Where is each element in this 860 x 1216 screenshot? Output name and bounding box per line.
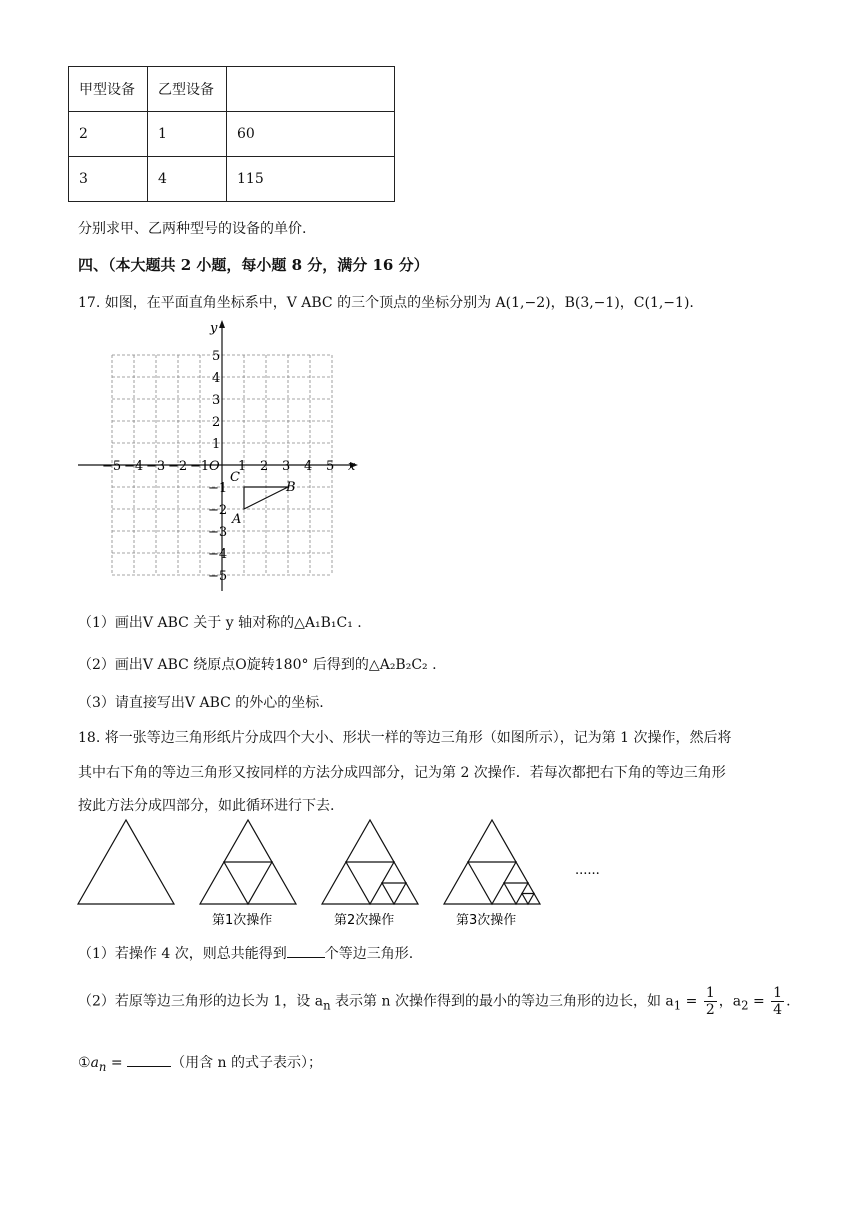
circled-one: ① [78, 1055, 91, 1071]
fraction-one-quarter [771, 985, 784, 1018]
equals-sign: = [748, 993, 770, 1010]
subscript-n: n [98, 1059, 107, 1074]
table-row [69, 67, 395, 112]
q16-tail-text: 分别求甲、乙两种型号的设备的单价. [78, 221, 307, 237]
q18-subquestion-1 [78, 1052, 322, 1074]
table-cell: 3 [69, 157, 148, 202]
point-label-c: C [230, 470, 240, 485]
table-row [69, 157, 395, 202]
q18-line2: 其中右下角的等边三角形又按同样的方法分成四部分，记为第 2 次操作．若每次都把右下角的等边三角形 [78, 765, 726, 781]
coordinate-graph [76, 318, 366, 592]
q18-part2-text-b: 表示第 n 次操作得到的最小的等边三角形的边长，如 a [330, 993, 674, 1010]
y-tick-label: −5 [208, 569, 228, 584]
price-table [68, 66, 395, 202]
numerator: 1 [773, 985, 783, 1001]
denominator: 2 [705, 1002, 715, 1018]
point-label-b: B [286, 480, 296, 495]
q17-intro: 17. 如图，在平面直角坐标系中，V ABC 的三个顶点的坐标分别为 A(1,−2)，B(3,−1)，C(1,−1). [78, 295, 694, 311]
table-cell: 2 [69, 112, 148, 157]
x-tick-label: 2 [260, 459, 269, 474]
q17-part2: （2）画出V ABC 绕原点O旋转180° 后得到的△A₂B₂C₂ . [78, 657, 437, 673]
table-cell: 4 [148, 157, 227, 202]
y-tick-label: 3 [212, 393, 221, 408]
q18-part1-text-b: 个等边三角形. [324, 946, 414, 962]
table-cell: 115 [227, 157, 395, 202]
subscript-1: 1 [673, 998, 682, 1013]
x-tick-label: 3 [282, 459, 291, 474]
y-axis-label: y [210, 321, 218, 336]
point-label-a: A [232, 512, 242, 527]
x-tick-label: 4 [304, 459, 313, 474]
q18-line3: 按此方法分成四部分，如此循环进行下去. [78, 798, 335, 814]
y-arrow-icon [219, 320, 225, 328]
ellipsis: ...... [575, 863, 600, 878]
denominator: 4 [773, 1002, 783, 1018]
y-tick-label: −3 [208, 525, 228, 540]
answer-blank [287, 943, 325, 958]
q18-part1-text-a: （1）若操作 4 次，则总共能得到 [78, 946, 287, 962]
period: . [786, 993, 791, 1010]
subscript-2: 2 [741, 998, 749, 1013]
x-tick-label: −5 [102, 459, 122, 474]
x-tick-label: −1 [190, 459, 210, 474]
table-cell [227, 67, 395, 112]
table-row [69, 112, 395, 157]
q18-line1: 18. 将一张等边三角形纸片分成四个大小、形状一样的等边三角形（如图所示），记为第 1 次操作，然后将 [78, 730, 732, 746]
operation-2-triangle [322, 820, 418, 904]
q18-part2 [78, 985, 791, 1018]
q18-part2-text-a: （2）若原等边三角形的边长为 1，设 a [78, 993, 324, 1010]
y-tick-label: −4 [208, 547, 228, 562]
var-a: a [90, 1055, 99, 1071]
caption-operation-3: 第3次操作 [456, 913, 517, 928]
x-tick-label: −3 [146, 459, 166, 474]
y-tick-label: 2 [212, 415, 221, 430]
answer-blank [127, 1052, 171, 1067]
x-tick-label: 1 [238, 459, 247, 474]
q17-part3: （3）请直接写出V ABC 的外心的坐标. [78, 695, 324, 711]
caption-operation-2: 第2次操作 [334, 913, 395, 928]
y-tick-label: −2 [208, 503, 228, 518]
x-tick-label: −4 [124, 459, 144, 474]
y-tick-label: 1 [212, 437, 221, 452]
subscript-n: n [323, 998, 331, 1013]
q17-part1: （1）画出V ABC 关于 y 轴对称的△A₁B₁C₁ . [78, 615, 362, 631]
q18-part1 [78, 943, 413, 963]
x-tick-label: −2 [168, 459, 188, 474]
q18-part2-text-e: ，a [718, 993, 742, 1010]
x-axis-label: x [348, 459, 356, 474]
y-tick-label: −1 [208, 481, 228, 496]
caption-operation-1: 第1次操作 [212, 913, 273, 928]
table-cell: 60 [227, 112, 395, 157]
equals-sign: = [106, 1055, 128, 1071]
fraction-one-half [704, 985, 717, 1018]
origin-label: O [209, 459, 220, 474]
y-tick-label: 4 [212, 371, 221, 386]
numerator: 1 [705, 985, 715, 1001]
x-tick-label: 5 [326, 459, 335, 474]
table-cell: 乙型设备 [148, 67, 227, 112]
triangle-operations-figure [70, 812, 610, 932]
table-cell: 1 [148, 112, 227, 157]
q18-sub1-hint: （用含 n 的式子表示）； [171, 1055, 322, 1071]
operation-3-triangle [444, 820, 540, 904]
section-heading: 四、（本大题共 2 小题，每小题 8 分，满分 16 分） [78, 256, 429, 274]
table-cell: 甲型设备 [69, 67, 148, 112]
equals-sign: = [681, 993, 702, 1010]
original-triangle [78, 820, 174, 904]
y-tick-label: 5 [212, 349, 221, 364]
operation-1-triangle [200, 820, 296, 904]
